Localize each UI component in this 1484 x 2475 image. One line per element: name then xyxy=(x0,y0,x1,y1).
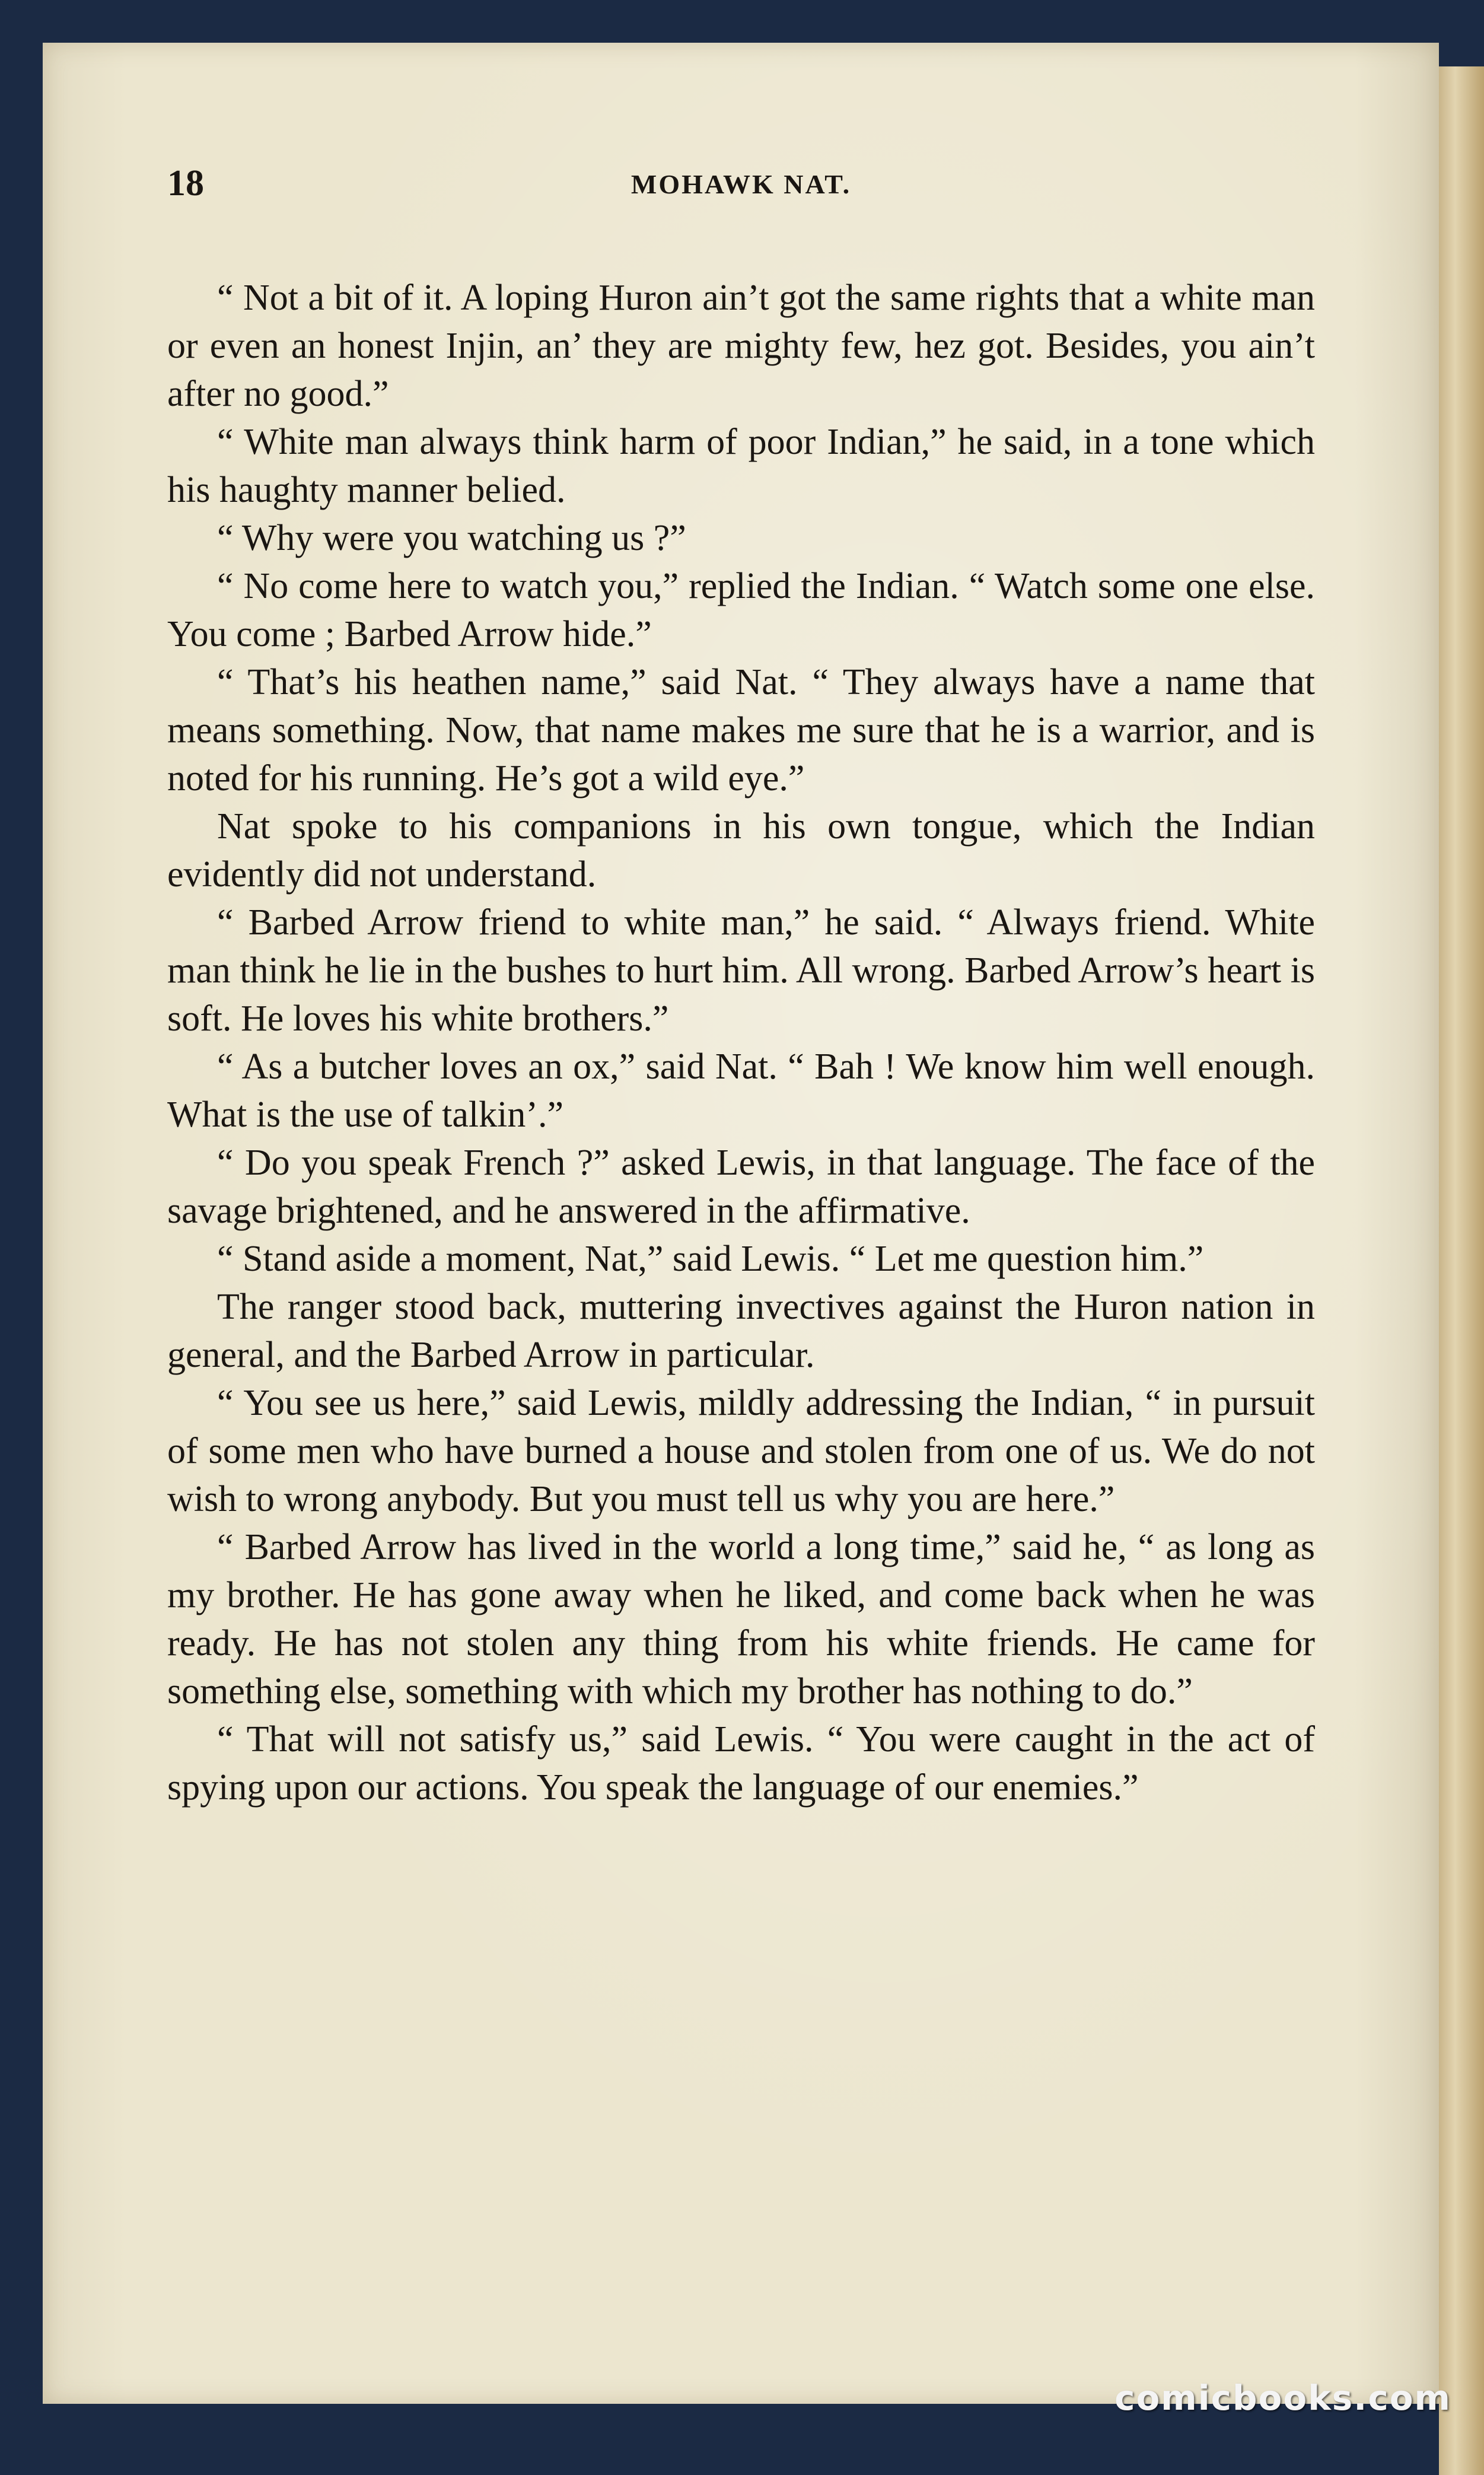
paragraph: “ No come here to watch you,” replied the Indian. “ Watch some one else. You come ; Barbed Arrow hide.” xyxy=(167,566,1315,654)
paragraph: “ White man always think harm of poor Indian,” he said, in a tone which his haughty manner belied. xyxy=(167,422,1315,510)
paragraph: “ That will not satisfy us,” said Lewis. “ You were caught in the act of spying upon our actions. You speak the language of our enemies.” xyxy=(167,1719,1315,1808)
paragraph: “ Barbed Arrow has lived in the world a long time,” said he, “ as long as my brother. He has gone away when he liked, and come back when he was ready. He has not stolen any thing from his white friends. He came for something else, something with which my brother has nothing to do.” xyxy=(167,1527,1315,1711)
paragraph: “ Not a bit of it. A loping Huron ain’t got the same rights that a white man or even an honest Injin, an’ they are mighty few, hez got. Besides, you ain’t after no good.” xyxy=(167,278,1315,414)
page-edge xyxy=(1439,66,1484,2475)
paragraph: “ Do you speak French ?” asked Lewis, in that language. The face of the savage brightened, and he answered in the affirmative. xyxy=(167,1143,1315,1231)
body-text xyxy=(167,274,1315,1812)
paragraph: “ Why were you watching us ?” xyxy=(217,518,686,558)
paragraph: The ranger stood back, muttering invectives against the Huron nation in general, and the Barbed Arrow in particular. xyxy=(167,1287,1315,1375)
paragraph: “ As a butcher loves an ox,” said Nat. “ Bah ! We know him well enough. What is the use of talkin’.” xyxy=(167,1046,1315,1135)
paragraph: “ Barbed Arrow friend to white man,” he said. “ Always friend. White man think he lie in the bushes to hurt him. All wrong. Barbed Arrow’s heart is soft. He loves his white brothers.” xyxy=(167,902,1315,1039)
running-title: MOHAWK NAT. xyxy=(630,169,852,199)
paragraph: “ That’s his heathen name,” said Nat. “ They always have a name that means something. Now, that name makes me sure that he is a warrior, and is noted for his running. He’s got a wild eye.” xyxy=(167,662,1315,799)
book-page xyxy=(43,43,1439,2404)
running-head xyxy=(167,163,1315,234)
paragraph: “ Stand aside a moment, Nat,” said Lewis. “ Let me question him.” xyxy=(217,1239,1204,1279)
paragraph: “ You see us here,” said Lewis, mildly addressing the Indian, “ in pursuit of some men who have burned a house and stolen from one of us. We do not wish to wrong anybody. But you must tell us why you are here.” xyxy=(167,1383,1315,1519)
page-number: 18 xyxy=(167,163,204,203)
paragraph: Nat spoke to his companions in his own tongue, which the Indian evidently did not understand. xyxy=(167,806,1315,895)
watermark: comicbooks.com xyxy=(1114,2378,1451,2418)
